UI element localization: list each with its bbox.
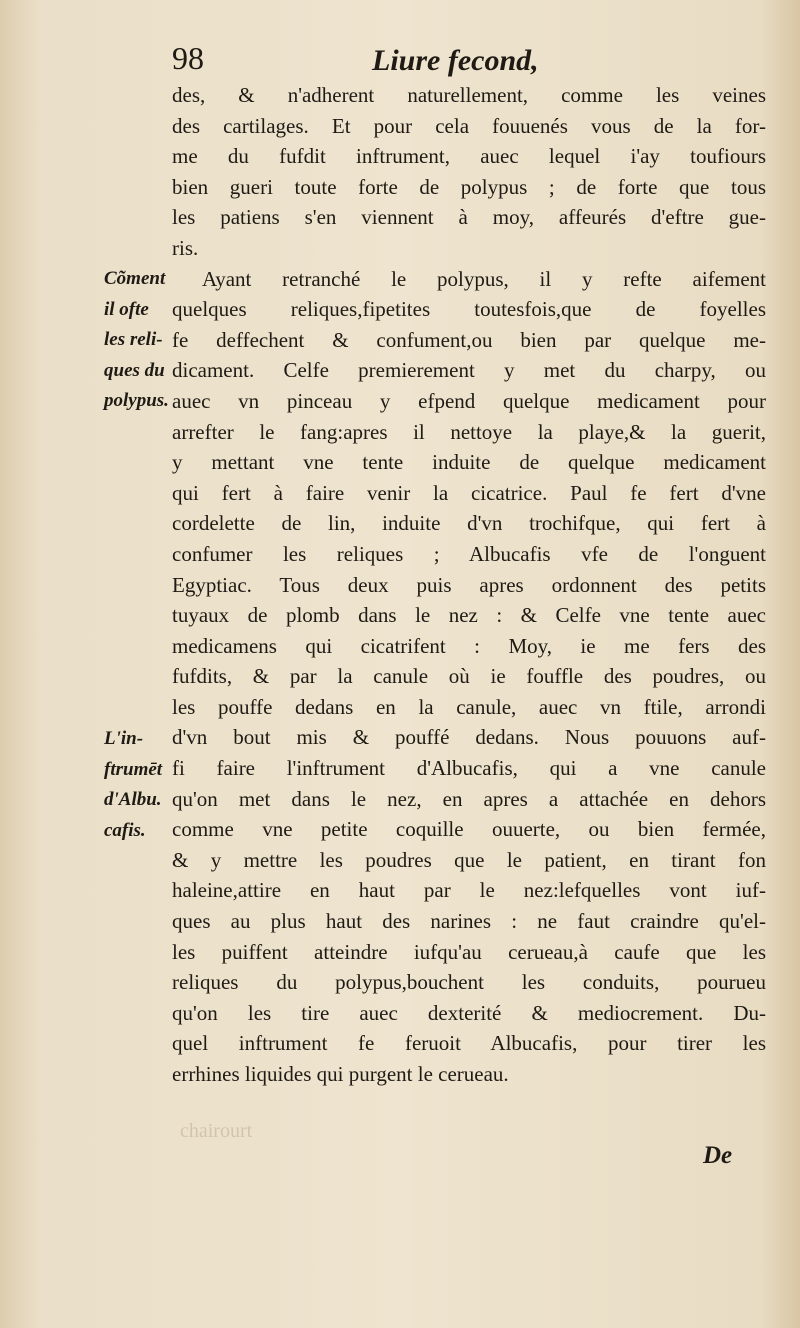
- running-title: Liure fecond,: [372, 44, 539, 77]
- margin-note-line: les reli-: [104, 329, 163, 351]
- text-line: Egyptiac. Tous deux puis apres ordonnent des petits: [172, 572, 766, 597]
- text-line: errhines liquides qui purgent le cerueau.: [172, 1062, 509, 1086]
- bleed-through-text: [180, 1120, 700, 1240]
- text-line: qui fert à faire venir la cicatrice. Paul fe fert d'vne: [172, 480, 766, 505]
- margin-note-line: il ofte: [104, 298, 149, 320]
- text-line: fi faire l'inftrument d'Albucafis, qui a vne canule: [172, 756, 766, 781]
- text-line: ris.: [172, 235, 199, 260]
- text-line: reliques du polypus,bouchent les conduits, pourueu: [172, 970, 766, 995]
- text-line: me du fufdit inftrument, auec lequel i'ay toufiours: [172, 144, 766, 169]
- text-line: medicamens qui cicatrifent : Moy, ie me fers des: [172, 633, 766, 658]
- text-line: cordelette de lin, induite d'vn trochifque, qui fert à: [172, 511, 766, 536]
- margin-note-line: ques du: [104, 359, 165, 381]
- margin-note-instrument: [104, 724, 170, 846]
- margin-note-line: L'in-: [104, 728, 144, 749]
- text-line: les patiens s'en viennent à moy, affeurés d'eftre gue-: [172, 205, 766, 230]
- text-line: tuyaux de plomb dans le nez : & Celfe vne tente auec: [172, 603, 766, 628]
- text-line: ques au plus haut des narines : ne faut craindre qu'el-: [172, 909, 766, 934]
- text-line: quel inftrument fe feruoit Albucafis, pour tirer les: [172, 1031, 766, 1056]
- catchword: De: [703, 1142, 733, 1169]
- text-line: les pouffe dedans en la canule, auec vn ftile, arrondi: [172, 694, 766, 719]
- bleed-through-fragment: chairourt: [180, 1120, 253, 1142]
- text-line: dicament. Celfe premierement y met du charpy, ou: [172, 358, 766, 383]
- text-line: y mettant vne tente induite de quelque medicament: [172, 450, 766, 475]
- text-line: arrefter le fang:apres il nettoye la playe,& la guerit,: [172, 419, 766, 444]
- margin-note-line: d'Albu.: [104, 789, 162, 811]
- margin-note-line: polypus.: [104, 390, 169, 412]
- margin-note-line: Cõment: [104, 268, 166, 289]
- text-line: les puiffent atteindre iufqu'au cerueau,à caufe que les: [172, 939, 766, 964]
- text-line: haleine,attire en haut par le nez:lefquelles vont iuf-: [172, 878, 766, 903]
- text-line: qu'on les tire auec dexterité & mediocrement. Du-: [172, 1000, 766, 1025]
- text-line: confumer les reliques ; Albucafis vfe de l'onguent: [172, 541, 766, 566]
- text-line: quelques reliques,fipetites toutesfois,que de foyelles: [172, 297, 766, 322]
- text-line: qu'on met dans le nez, en apres a attachée en dehors: [172, 786, 766, 811]
- margin-note-line: cafis.: [104, 819, 146, 841]
- text-line: fe deffechent & confument,ou bien par quelque me-: [172, 327, 766, 352]
- text-line: & y mettre les poudres que le patient, en tirant fon: [172, 847, 766, 872]
- text-line: Ayant retranché le polypus, il y refte aifement: [202, 266, 766, 291]
- main-text-block: [172, 80, 766, 1090]
- text-line: fufdits, & par la canule où ie fouffle des poudres, ou: [172, 664, 766, 689]
- page-number: 98: [172, 40, 204, 76]
- margin-note-removal: [104, 264, 170, 417]
- text-line: comme vne petite coquille ouuerte, ou bien fermée,: [172, 817, 766, 842]
- text-line: d'vn bout mis & pouffé dedans. Nous pouuons auf-: [172, 725, 766, 750]
- text-line: des cartilages. Et pour cela fouuenés vous de la for-: [172, 113, 766, 138]
- margin-note-line: ftrumēt: [104, 758, 163, 780]
- text-line: des, & n'adherent naturellement, comme les veines: [172, 83, 766, 107]
- text-line: bien gueri toute forte de polypus ; de forte que tous: [172, 174, 766, 199]
- text-line: auec vn pinceau y efpend quelque medicament pour: [172, 388, 766, 413]
